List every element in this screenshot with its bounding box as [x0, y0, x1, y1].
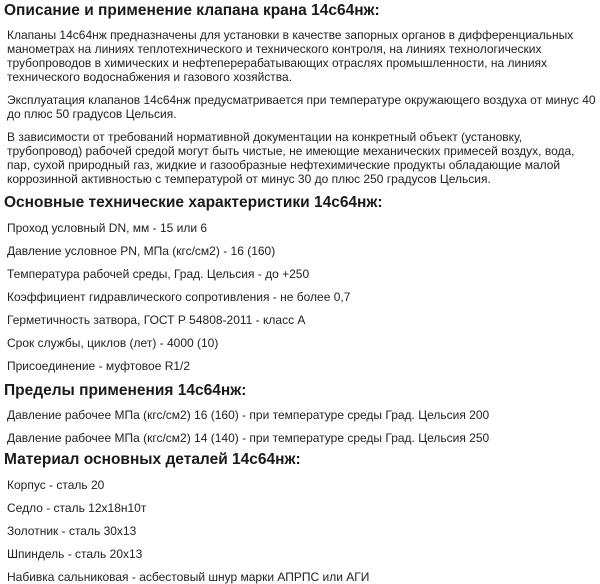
spec-item: Присоединение - муфтовое R1/2	[7, 359, 191, 373]
spec-item: Проход условный DN, мм - 15 или 6	[7, 221, 208, 235]
limit-item: Давление рабочее МПа (кгс/см2) 14 (140) - при температуре среды Град. Цельсия 250	[7, 431, 490, 445]
section-title-description: Описание и применение клапана крана 14с64нж:	[4, 2, 380, 19]
medium-paragraph: В зависимости от требований нормативной документации на конкретный объект (установку, трубопровод) рабочей средой могут быть чистые, не имеющие механических примесей воздух, вода, пар, сухой природный газ, жидкие и газообразные нефтехимические продукты обладающие малой коррозинной активностью с температурой от минус 30 до плюс 250 градусов Цельсия.	[7, 130, 575, 186]
limit-item: Давление рабочее МПа (кгс/см2) 16 (160) - при температуре среды Град. Цельсия 200	[7, 408, 490, 422]
spec-item: Температура рабочей среды, Град. Цельсия - до +250	[7, 267, 310, 281]
spec-item: Срок службы, циклов (лет) - 4000 (10)	[7, 336, 219, 350]
material-item: Седло - сталь 12х18н10т	[7, 501, 147, 515]
material-item: Набивка сальниковая - асбестовый шнур марки АПРПС или АГИ	[7, 570, 370, 584]
section-title-specs: Основные технические характеристики 14с64нж:	[4, 194, 383, 211]
description-paragraph: Клапаны 14с64нж предназначены для установки в качестве запорных органов в дифференциальных манометрах на линиях теплотехнического и технического контроля, на линиях технологических трубопроводов в химических и нефтеперерабатывающих отраслях промышленности, на линиях технического водоснабжения и газового хозяйства.	[7, 28, 574, 84]
spec-item: Коэффициент гидравлического сопротивления - не более 0,7	[7, 290, 351, 304]
material-item: Корпус - сталь 20	[7, 478, 105, 492]
section-title-materials: Материал основных деталей 14с64нж:	[4, 451, 301, 468]
operation-paragraph: Эксплуатация клапанов 14с64нж предусматривается при температуре окружающего воздуха от минус 40 до плюс 50 градусов Цельсия.	[7, 93, 596, 121]
spec-item: Давление условное PN, МПа (кгс/см2) - 16 (160)	[7, 244, 276, 258]
material-item: Шпиндель - сталь 20х13	[7, 547, 143, 561]
material-item: Золотник - сталь 30х13	[7, 524, 137, 538]
spec-item: Герметичность затвора, ГОСТ Р 54808-2011 - класс А	[7, 313, 306, 327]
section-title-limits: Пределы применения 14с64нж:	[4, 382, 247, 399]
